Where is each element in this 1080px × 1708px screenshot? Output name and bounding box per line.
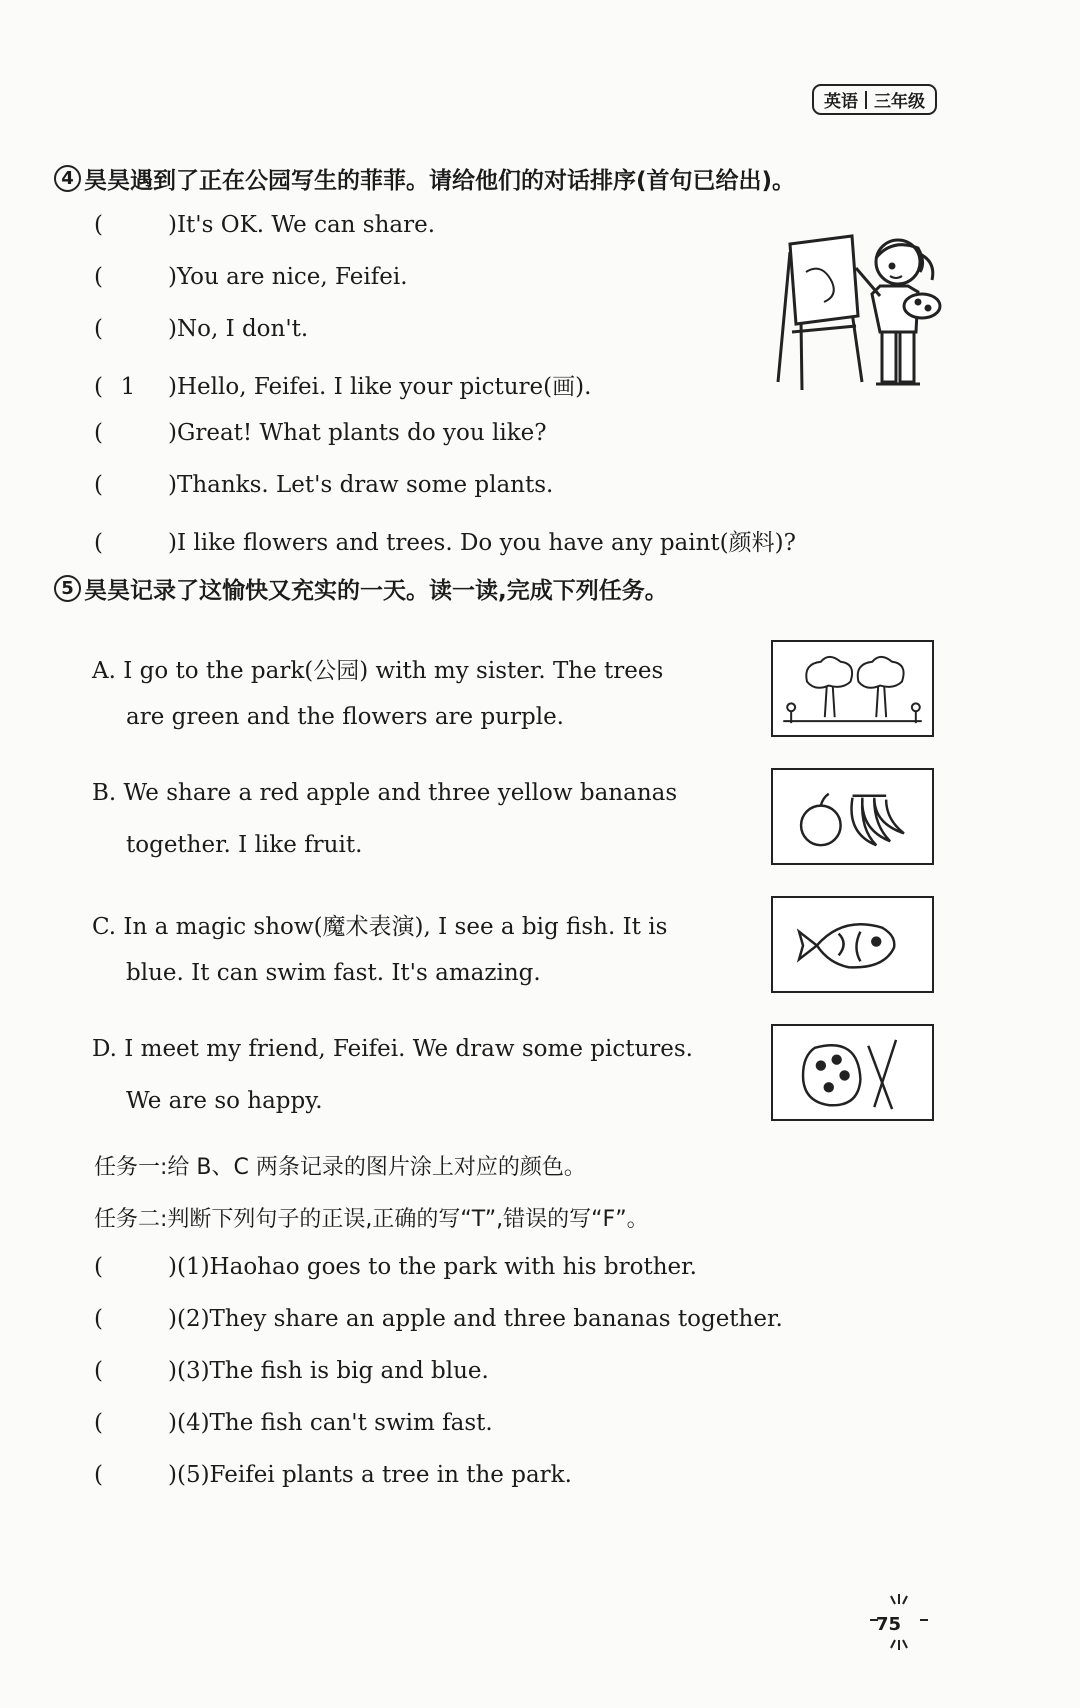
- record-a-line1: A. I go to the park(公园) with my sister. The trees: [92, 658, 664, 684]
- dialogue-line: ( )Great! What plants do you like?: [94, 420, 547, 446]
- dialogue-line: ( 1 )Hello, Feifei. I like your picture(画).: [94, 374, 592, 400]
- answer-blank[interactable]: (: [94, 316, 103, 342]
- dialogue-line: ( )Thanks. Let's draw some plants.: [94, 472, 554, 498]
- answer-blank[interactable]: (: [94, 212, 103, 238]
- palette-brushes-picture: [771, 1024, 934, 1121]
- record-b-line1: B. We share a red apple and three yellow bananas: [92, 780, 678, 806]
- answer-blank[interactable]: (: [94, 1254, 103, 1280]
- record-d-line1: D. I meet my friend, Feifei. We draw some pictures.: [92, 1036, 693, 1062]
- tag-divider: [865, 91, 867, 109]
- task-two-instruction: 任务二:判断下列句子的正误,正确的写“T”,错误的写“F”。: [94, 1207, 649, 1232]
- answer-blank[interactable]: (: [94, 1462, 103, 1488]
- record-b-line2: together. I like fruit.: [126, 832, 363, 858]
- answer-blank[interactable]: (: [94, 530, 103, 556]
- record-d-line2: We are so happy.: [126, 1088, 323, 1114]
- answer-blank[interactable]: (: [94, 1410, 103, 1436]
- subject-grade-tag: [812, 84, 937, 115]
- fish-picture: [771, 896, 934, 993]
- question-4-title: [54, 162, 795, 195]
- answer-blank[interactable]: (: [94, 472, 103, 498]
- question-4-instruction: 昊昊遇到了正在公园写生的菲菲。请给他们的对话排序(首句已给出)。: [84, 168, 796, 194]
- question-4-number: 4: [54, 165, 81, 192]
- record-c-line1: C. In a magic show(魔术表演), I see a big fish. It is: [92, 914, 668, 940]
- answer-blank[interactable]: (: [94, 420, 103, 446]
- judgement-item: ( )(4)The fish can't swim fast.: [94, 1410, 493, 1436]
- judgement-item: ( )(2)They share an apple and three bananas together.: [94, 1306, 783, 1332]
- dialogue-line: ( )It's OK. We can share.: [94, 212, 436, 238]
- trees-flowers-picture: [771, 640, 934, 737]
- subject-label: 英语: [824, 92, 858, 112]
- dialogue-line: ( )I like flowers and trees. Do you have any paint(颜料)?: [94, 530, 796, 556]
- record-a-line2: are green and the flowers are purple.: [126, 704, 564, 730]
- answer-blank[interactable]: (: [94, 1306, 103, 1332]
- judgement-item: ( )(5)Feifei plants a tree in the park.: [94, 1462, 572, 1488]
- apple-bananas-picture: [771, 768, 934, 865]
- question-5-number: 5: [54, 575, 81, 602]
- record-c-line2: blue. It can swim fast. It's amazing.: [126, 960, 541, 986]
- girl-painting-illustration: [772, 232, 942, 397]
- answer-blank[interactable]: ( 1: [94, 374, 136, 400]
- dialogue-line: ( )No, I don't.: [94, 316, 309, 342]
- dialogue-line: ( )You are nice, Feifei.: [94, 264, 408, 290]
- task-one-instruction: 任务一:给 B、C 两条记录的图片涂上对应的颜色。: [94, 1155, 586, 1180]
- question-5-instruction: 昊昊记录了这愉快又充实的一天。读一读,完成下列任务。: [84, 578, 668, 604]
- judgement-item: ( )(3)The fish is big and blue.: [94, 1358, 489, 1384]
- page-number: 75: [876, 1614, 902, 1635]
- answer-blank[interactable]: (: [94, 1358, 103, 1384]
- answer-blank[interactable]: (: [94, 264, 103, 290]
- judgement-item: ( )(1)Haohao goes to the park with his brother.: [94, 1254, 697, 1280]
- question-5-title: [54, 572, 668, 605]
- grade-label: 三年级: [874, 92, 925, 112]
